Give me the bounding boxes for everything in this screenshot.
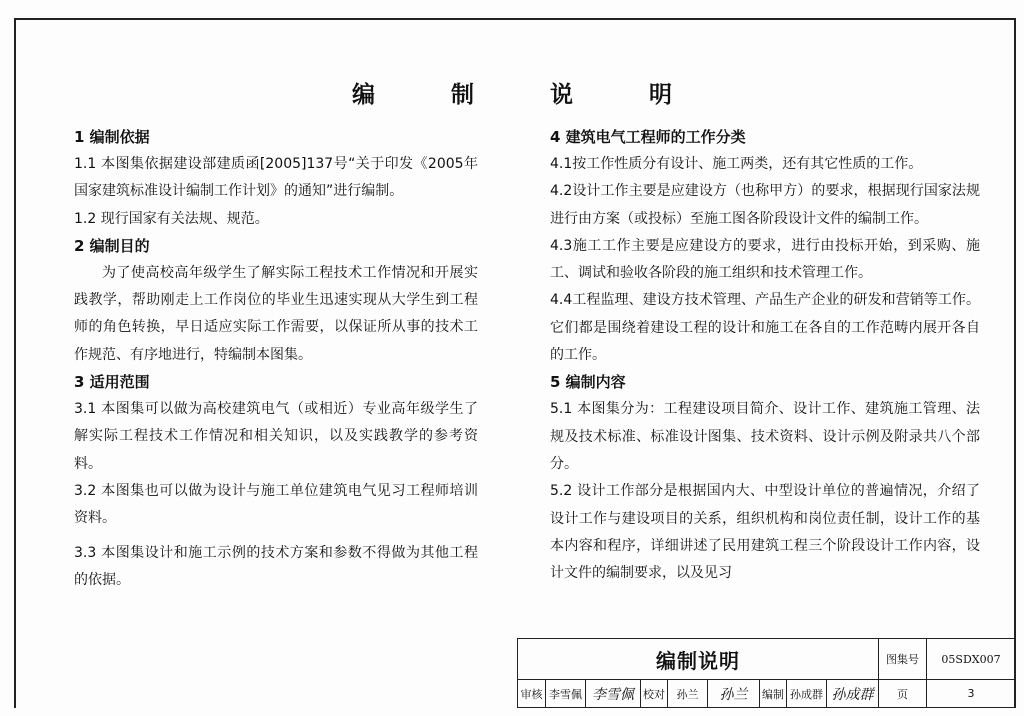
section-4-heading: 4 建筑电气工程师的工作分类 <box>550 128 746 146</box>
section-3-heading: 3 适用范围 <box>74 373 150 392</box>
atlas-number: 05SDX007 <box>926 639 1015 679</box>
right-column <box>550 124 980 587</box>
section-4-1-text: 4.1按工作性质分有设计、施工两类，还有其它性质的工作。 <box>550 156 923 172</box>
check-signature: 孙兰 <box>707 680 759 707</box>
left-column <box>74 124 478 594</box>
title-block-top-row <box>518 639 1015 680</box>
section-5-1-text: 5.1 本图集分为：工程建设项目简介、设计工作、建筑施工管理、法规及技术标准、标准设计图集、技术资料、设计示例及附录共八个部分。 <box>550 401 980 472</box>
page-title: 编 制 说 明 <box>351 82 707 108</box>
page-number: 3 <box>926 680 1015 707</box>
section-4-3-text: 4.3施工工作主要是应建设方的要求，进行由投标开始，到采购、施工、调试和验收各阶段的施工组织和技术管理工作。 <box>550 237 980 282</box>
section-5-heading: 5 编制内容 <box>550 373 626 392</box>
section-1-2-text: 1.2 现行国家有关法规、规范。 <box>74 210 269 227</box>
section-1-heading: 1 编制依据 <box>74 128 150 146</box>
section-4-4-text: 4.4工程监理、建设方技术管理、产品生产企业的研发和营销等工作。它们都是围绕着建设工程的设计和施工在各自的工作范畴内展开各自的工作。 <box>550 292 980 364</box>
section-2-text: 为了使高校高年级学生了解实际工程技术工作情况和开展实践教学，帮助刚走上工作岗位的毕业生迅速实现从大学生到工程师的角色转换，早日适应实际工作需要，以保证所从事的技术工作规范、有序地进行，特编制本图集。 <box>74 264 478 363</box>
review-signature: 李雪佩 <box>585 680 640 707</box>
section-3-2-text: 3.2 本图集也可以做为设计与施工单位建筑电气见习工程师培训资料。 <box>74 482 478 527</box>
check-label: 校对 <box>640 680 667 707</box>
drawing-title: 编制说明 <box>656 648 740 673</box>
section-4-2-text: 4.2设计工作主要是应建设方（也称甲方）的要求，根据现行国家法规进行由方案（或投标）至施工图各阶段设计文件的编制工作。 <box>550 183 980 227</box>
design-name: 孙成群 <box>786 680 826 707</box>
atlas-number-label: 图集号 <box>878 639 926 679</box>
section-3-1-text: 3.1 本图集可以做为高校建筑电气（或相近）专业高年级学生了解实际工程技术工作情况和相关知识，以及实践教学的参考资料。 <box>74 401 478 472</box>
section-2-heading: 2 编制目的 <box>74 236 150 255</box>
review-label: 审核 <box>520 687 543 701</box>
section-5-2-text: 5.2 设计工作部分是根据国内大、中型设计单位的普遍情况，介绍了设计工作与建设项目的关系，组织机构和岗位责任制，设计工作的基本内容和程序，详细讲述了民用建筑工程三个阶段设计工作内容，设计文件的编制要求，以及见习 <box>550 483 980 582</box>
design-label: 编制 <box>759 680 786 707</box>
design-signature: 孙成群 <box>826 680 878 707</box>
title-block <box>517 638 1016 708</box>
page-label: 页 <box>878 680 926 707</box>
section-3-3-text: 3.3 本图集设计和施工示例的技术方案和参数不得做为其他工程的依据。 <box>74 544 478 588</box>
review-name: 李雪佩 <box>545 680 585 707</box>
title-block-bottom-row <box>518 680 1015 707</box>
section-1-1-text: 1.1 本图集依据建设部建质函[2005]137号“关于印发《2005年国家建筑标准设计编制工作计划》的通知”进行编制。 <box>74 156 478 200</box>
check-name: 孙兰 <box>667 680 707 707</box>
